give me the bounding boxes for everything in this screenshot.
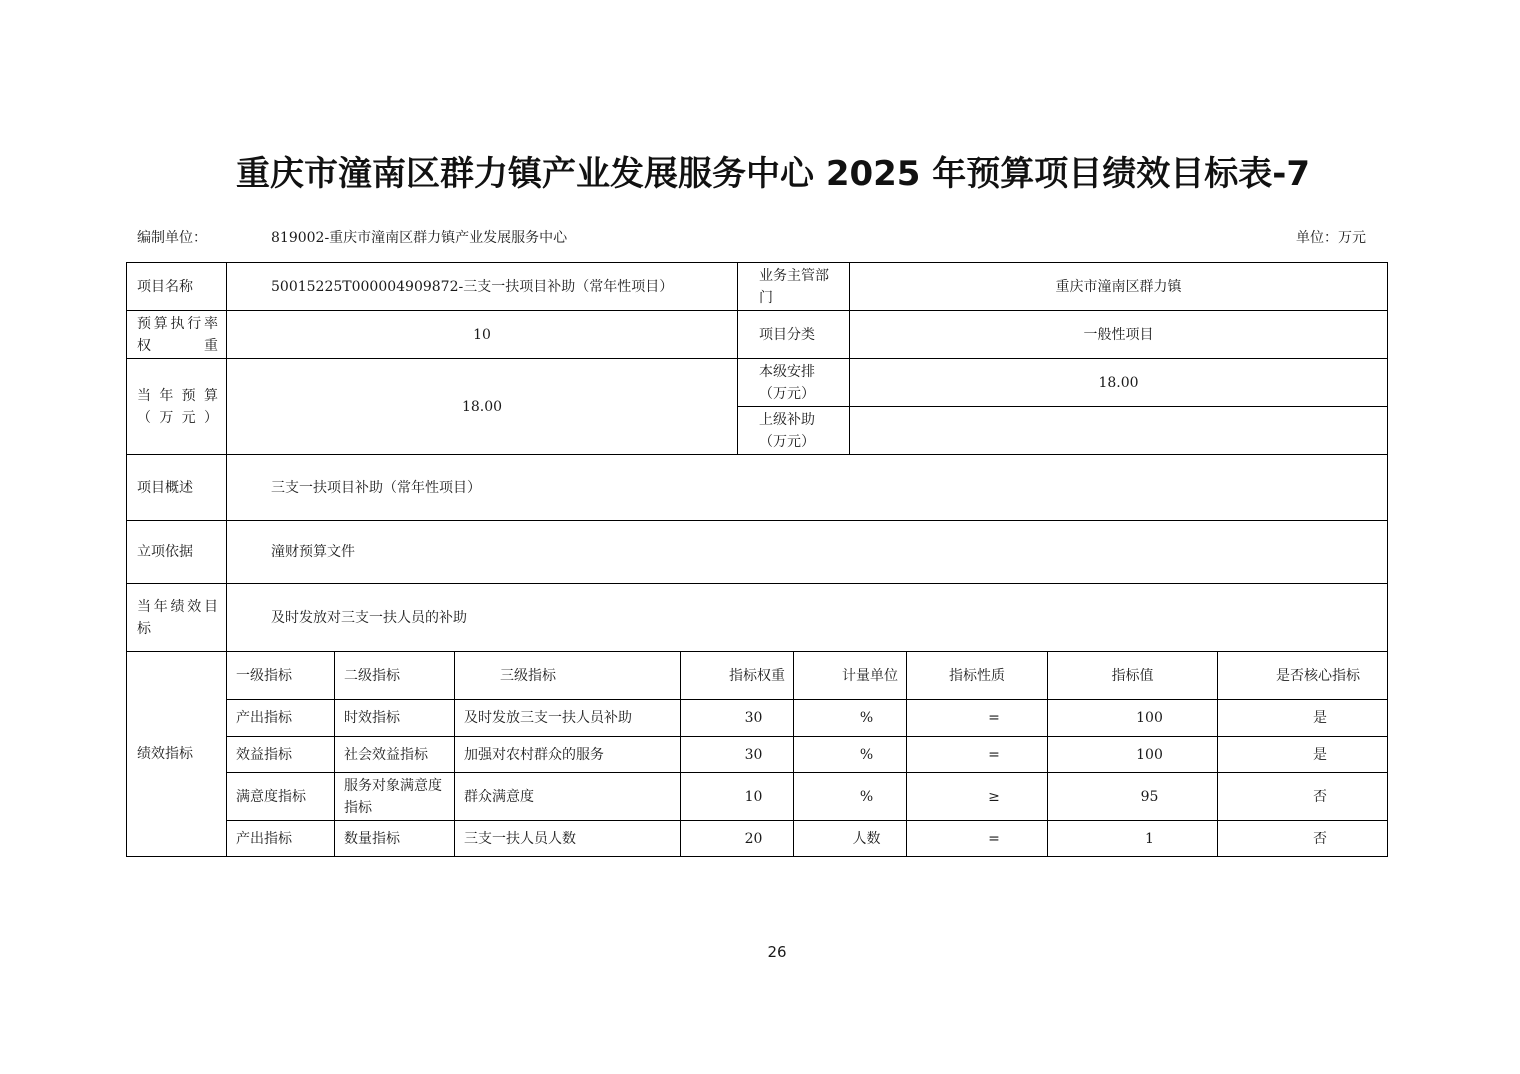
table-cell: ≥ <box>988 788 1000 805</box>
table-cell: % <box>859 746 874 763</box>
overview-label: 项目概述 <box>137 479 193 496</box>
indicator-header: 三级指标 <box>500 667 556 684</box>
table-cell: 及时发放三支一扶人员补助 <box>464 710 632 726</box>
table-cell: 否 <box>1313 788 1327 805</box>
indicator-header: 指标值 <box>1111 667 1154 684</box>
project-name-value: 50015225T000004909872-三支一扶项目补助（常年性项目） <box>271 278 674 295</box>
table-cell: 时效指标 <box>344 710 400 726</box>
table-cell: % <box>859 788 874 805</box>
table-cell: 100 <box>1136 746 1163 763</box>
table-cell: 人数 <box>852 830 881 847</box>
table-cell: 95 <box>1140 788 1159 805</box>
table-cell: 10 <box>744 788 763 805</box>
table-cell: 30 <box>744 746 763 763</box>
table-cell: = <box>988 710 1000 726</box>
upper-subsidy-label: 上级补助（万元） <box>759 411 815 450</box>
local-budget-value: 18.00 <box>1098 374 1139 391</box>
budget-value: 18.00 <box>461 398 503 415</box>
overview-value: 三支一扶项目补助（常年性项目） <box>271 479 481 496</box>
table-cell: 社会效益指标 <box>344 746 428 763</box>
goal-value: 及时发放对三支一扶人员的补助 <box>271 609 467 626</box>
table-cell: 群众满意度 <box>464 788 534 805</box>
table-cell: 三支一扶人员人数 <box>464 830 576 847</box>
table-cell: 30 <box>744 710 763 726</box>
budget-label: 当年预算（万元） <box>137 387 218 426</box>
table-cell: 20 <box>744 830 763 847</box>
table-cell: = <box>988 746 1000 763</box>
table-cell: 产出指标 <box>236 830 292 847</box>
table-cell: 加强对农村群众的服务 <box>464 746 604 763</box>
basis-label: 立项依据 <box>137 544 193 560</box>
upper-subsidy-value <box>850 407 1387 454</box>
page-title: 重庆市潼南区群力镇产业发展服务中心 2025 年预算项目绩效目标表-7 <box>236 154 1311 194</box>
table-cell: 满意度指标 <box>236 788 306 805</box>
weight-value: 10 <box>473 326 491 343</box>
indicator-header: 二级指标 <box>344 667 400 684</box>
page-number: 26 <box>767 943 787 961</box>
table-cell: 产出指标 <box>236 710 292 726</box>
table-cell: = <box>988 830 1000 847</box>
category-value: 一般性项目 <box>1083 326 1154 343</box>
basis-value: 潼财预算文件 <box>271 544 355 560</box>
table-cell: 是 <box>1313 746 1327 763</box>
table-cell: 100 <box>1136 710 1163 726</box>
indicator-header: 指标权重 <box>729 667 785 684</box>
table-cell: 否 <box>1313 830 1327 847</box>
table-cell: 服务对象满意度指标 <box>344 777 442 816</box>
currency-unit: 单位：万元 <box>1296 230 1366 246</box>
indicator-header: 一级指标 <box>236 667 292 684</box>
indicator-header: 计量单位 <box>842 667 898 684</box>
weight-label: 预算执行率权重 <box>137 315 218 354</box>
table-cell: 是 <box>1313 710 1327 726</box>
project-name-label: 项目名称 <box>137 278 193 295</box>
dept-value: 重庆市潼南区群力镇 <box>1055 278 1182 295</box>
table-cell: 效益指标 <box>236 746 292 763</box>
indicator-header: 是否核心指标 <box>1276 667 1360 684</box>
performance-label: 绩效指标 <box>137 746 193 762</box>
table-cell: 数量指标 <box>344 830 400 847</box>
indicator-header: 指标性质 <box>949 667 1005 684</box>
table-cell: % <box>859 710 874 726</box>
table-cell: 1 <box>1145 830 1154 847</box>
dept-label: 业务主管部门 <box>759 267 829 306</box>
unit-value: 819002-重庆市潼南区群力镇产业发展服务中心 <box>271 230 568 246</box>
goal-label: 当年绩效目标 <box>137 598 218 637</box>
local-budget-label: 本级安排（万元） <box>759 363 815 402</box>
unit-label: 编制单位： <box>137 230 207 246</box>
category-label: 项目分类 <box>759 326 815 343</box>
